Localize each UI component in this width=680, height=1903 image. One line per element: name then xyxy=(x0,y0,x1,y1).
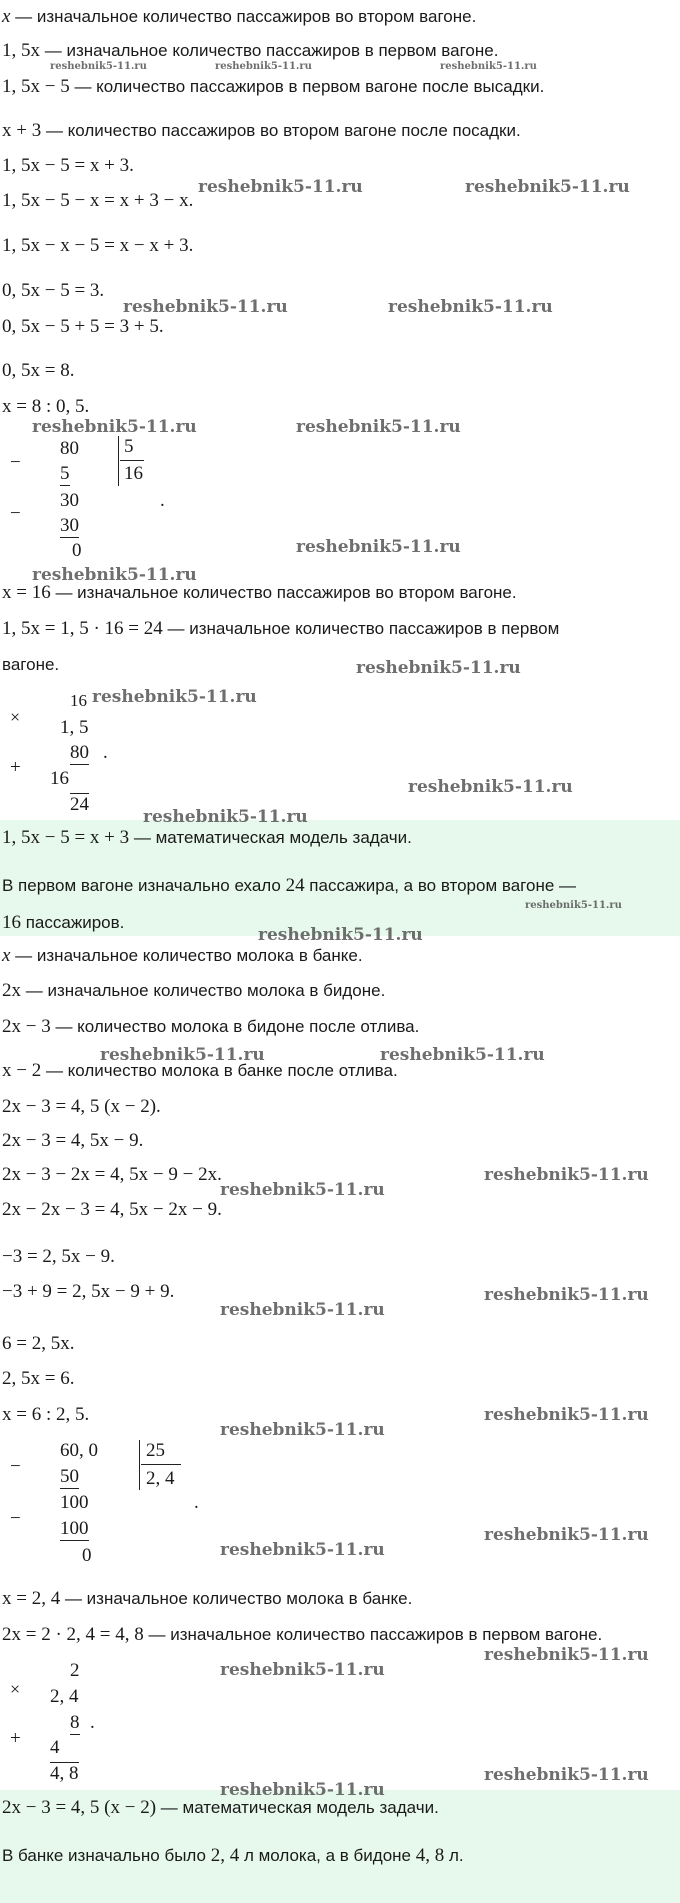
watermark: reshebnik5-11.ru xyxy=(32,417,197,437)
subtrahend: 100 xyxy=(60,1518,89,1539)
def-line: 2x — изначальное количество молока в бидоне. xyxy=(2,980,386,1001)
watermark: reshebnik5-11.ru xyxy=(484,1645,649,1665)
watermark: reshebnik5-11.ru xyxy=(408,777,573,797)
period: . xyxy=(90,1712,95,1733)
watermark: reshebnik5-11.ru xyxy=(380,1045,545,1065)
def-line: x — изначальное количество молока в банке. xyxy=(2,945,363,966)
watermark: reshebnik5-11.ru xyxy=(296,537,461,557)
watermark: reshebnik5-11.ru xyxy=(356,658,521,678)
times-sign: × xyxy=(10,707,21,727)
period: . xyxy=(194,1492,199,1513)
watermark: reshebnik5-11.ru xyxy=(525,900,622,911)
watermark: reshebnik5-11.ru xyxy=(50,61,147,72)
dividend: 60, 0 xyxy=(60,1440,98,1461)
divisor: 5 xyxy=(124,436,134,457)
watermark: reshebnik5-11.ru xyxy=(484,1765,649,1785)
multiplicand: 16 xyxy=(70,691,87,710)
equation: 1, 5x − 5 = x + 3. xyxy=(2,155,134,176)
remainder: 100 xyxy=(60,1492,89,1513)
equation: 0, 5x = 8. xyxy=(2,360,75,381)
equation: 0, 5x − 5 + 5 = 3 + 5. xyxy=(2,316,164,337)
watermark: reshebnik5-11.ru xyxy=(388,297,553,317)
equation: 2, 5x = 6. xyxy=(2,1368,75,1389)
watermark: reshebnik5-11.ru xyxy=(296,417,461,437)
watermark: reshebnik5-11.ru xyxy=(484,1285,649,1305)
def-line: 1, 5x − 5 — количество пассажиров в первом вагоне после высадки. xyxy=(2,76,545,97)
equation: 2x − 3 − 2x = 4, 5x − 9 − 2x. xyxy=(2,1164,222,1185)
multiplicand: 2 xyxy=(70,1660,80,1681)
subtrahend: 50 xyxy=(60,1466,79,1487)
watermark: reshebnik5-11.ru xyxy=(220,1780,385,1800)
multiplier: 1, 5 xyxy=(60,717,89,738)
partial-product: 8 xyxy=(70,1712,80,1733)
watermark: reshebnik5-11.ru xyxy=(258,925,423,945)
minus-sign: − xyxy=(10,1508,21,1529)
minus-sign: − xyxy=(10,1456,21,1477)
equation: 1, 5x − 5 − x = x + 3 − x. xyxy=(2,190,194,211)
product: 24 xyxy=(70,794,89,815)
result-line: x = 16 — изначальное количество пассажиров во втором вагоне. xyxy=(2,582,517,603)
equation: 2x − 3 = 4, 5x − 9. xyxy=(2,1130,144,1151)
answer-line: В банке изначально было 2, 4 л молока, а в бидоне 4, 8 л. xyxy=(2,1845,464,1866)
result-line: 1, 5x = 1, 5 · 16 = 24 — изначальное количество пассажиров в первом xyxy=(2,618,560,639)
period: . xyxy=(103,742,108,763)
answer-line: В первом вагоне изначально ехало 24 пассажира, а во втором вагоне — xyxy=(2,875,577,896)
minus-sign: − xyxy=(10,503,21,524)
watermark: reshebnik5-11.ru xyxy=(123,297,288,317)
divisor-line xyxy=(141,1464,181,1465)
watermark: reshebnik5-11.ru xyxy=(100,1045,265,1065)
watermark: reshebnik5-11.ru xyxy=(440,61,537,72)
multiplier: 2, 4 xyxy=(50,1686,79,1707)
divisor: 25 xyxy=(146,1440,165,1461)
remainder: 30 xyxy=(60,490,79,511)
result-line: x = 2, 4 — изначальное количество молока в банке. xyxy=(2,1588,413,1609)
divisor-line xyxy=(120,460,144,461)
times-sign: × xyxy=(10,1679,21,1699)
equation: x = 6 : 2, 5. xyxy=(2,1404,90,1425)
watermark: reshebnik5-11.ru xyxy=(484,1165,649,1185)
remainder: 0 xyxy=(72,540,82,561)
product: 4, 8 xyxy=(50,1763,79,1784)
watermark: reshebnik5-11.ru xyxy=(484,1405,649,1425)
watermark: reshebnik5-11.ru xyxy=(220,1540,385,1560)
watermark: reshebnik5-11.ru xyxy=(215,61,312,72)
quotient: 16 xyxy=(124,463,143,484)
watermark: reshebnik5-11.ru xyxy=(32,565,197,585)
partial-product: 4 xyxy=(50,1737,60,1758)
remainder: 0 xyxy=(82,1545,92,1566)
watermark: reshebnik5-11.ru xyxy=(220,1180,385,1200)
equation: 1, 5x − x − 5 = x − x + 3. xyxy=(2,235,194,256)
equation: 6 = 2, 5x. xyxy=(2,1333,75,1354)
division-bar xyxy=(139,1440,140,1490)
equation: x = 8 : 0, 5. xyxy=(2,396,90,417)
watermark: reshebnik5-11.ru xyxy=(465,177,630,197)
def-line: 2x − 3 — количество молока в бидоне после отлива. xyxy=(2,1016,420,1037)
watermark: reshebnik5-11.ru xyxy=(92,687,257,707)
model-line: 2x − 3 = 4, 5 (x − 2) — математическая модель задачи. xyxy=(2,1797,439,1818)
watermark: reshebnik5-11.ru xyxy=(220,1420,385,1440)
result-line: 2x = 2 · 2, 4 = 4, 8 — изначальное количество пассажиров в первом вагоне. xyxy=(2,1624,603,1645)
equation: −3 = 2, 5x − 9. xyxy=(2,1246,115,1267)
watermark: reshebnik5-11.ru xyxy=(143,807,308,827)
subtrahend: 5 xyxy=(60,463,70,484)
minus-sign: − xyxy=(10,452,21,473)
partial-product: 80 xyxy=(70,742,89,763)
result-line-cont: вагоне. xyxy=(2,655,60,674)
def-line: x − 2 — количество молока в банке после отлива. xyxy=(2,1060,398,1081)
equation: 0, 5x − 5 = 3. xyxy=(2,280,105,301)
dividend: 80 xyxy=(60,438,79,459)
plus-sign: + xyxy=(10,757,21,778)
plus-sign: + xyxy=(10,1728,21,1749)
watermark: reshebnik5-11.ru xyxy=(198,177,363,197)
def-line: x — изначальное количество пассажиров во втором вагоне. xyxy=(2,6,477,27)
division-bar xyxy=(118,436,119,486)
model-line: 1, 5x − 5 = x + 3 — математическая модель задачи. xyxy=(2,827,412,848)
def-line: 1, 5x — изначальное количество пассажиров в первом вагоне. xyxy=(2,40,499,61)
equation: −3 + 9 = 2, 5x − 9 + 9. xyxy=(2,1281,175,1302)
watermark: reshebnik5-11.ru xyxy=(484,1525,649,1545)
watermark: reshebnik5-11.ru xyxy=(220,1300,385,1320)
partial-product: 16 xyxy=(50,768,69,789)
watermark: reshebnik5-11.ru xyxy=(220,1660,385,1680)
equation: 2x − 2x − 3 = 4, 5x − 2x − 9. xyxy=(2,1199,222,1220)
equation: 2x − 3 = 4, 5 (x − 2). xyxy=(2,1096,161,1117)
answer-line: 16 пассажиров. xyxy=(2,912,125,933)
quotient: 2, 4 xyxy=(146,1468,175,1489)
period: . xyxy=(160,490,165,511)
subtrahend: 30 xyxy=(60,515,79,536)
def-line: x + 3 — количество пассажиров во втором вагоне после посадки. xyxy=(2,120,521,141)
